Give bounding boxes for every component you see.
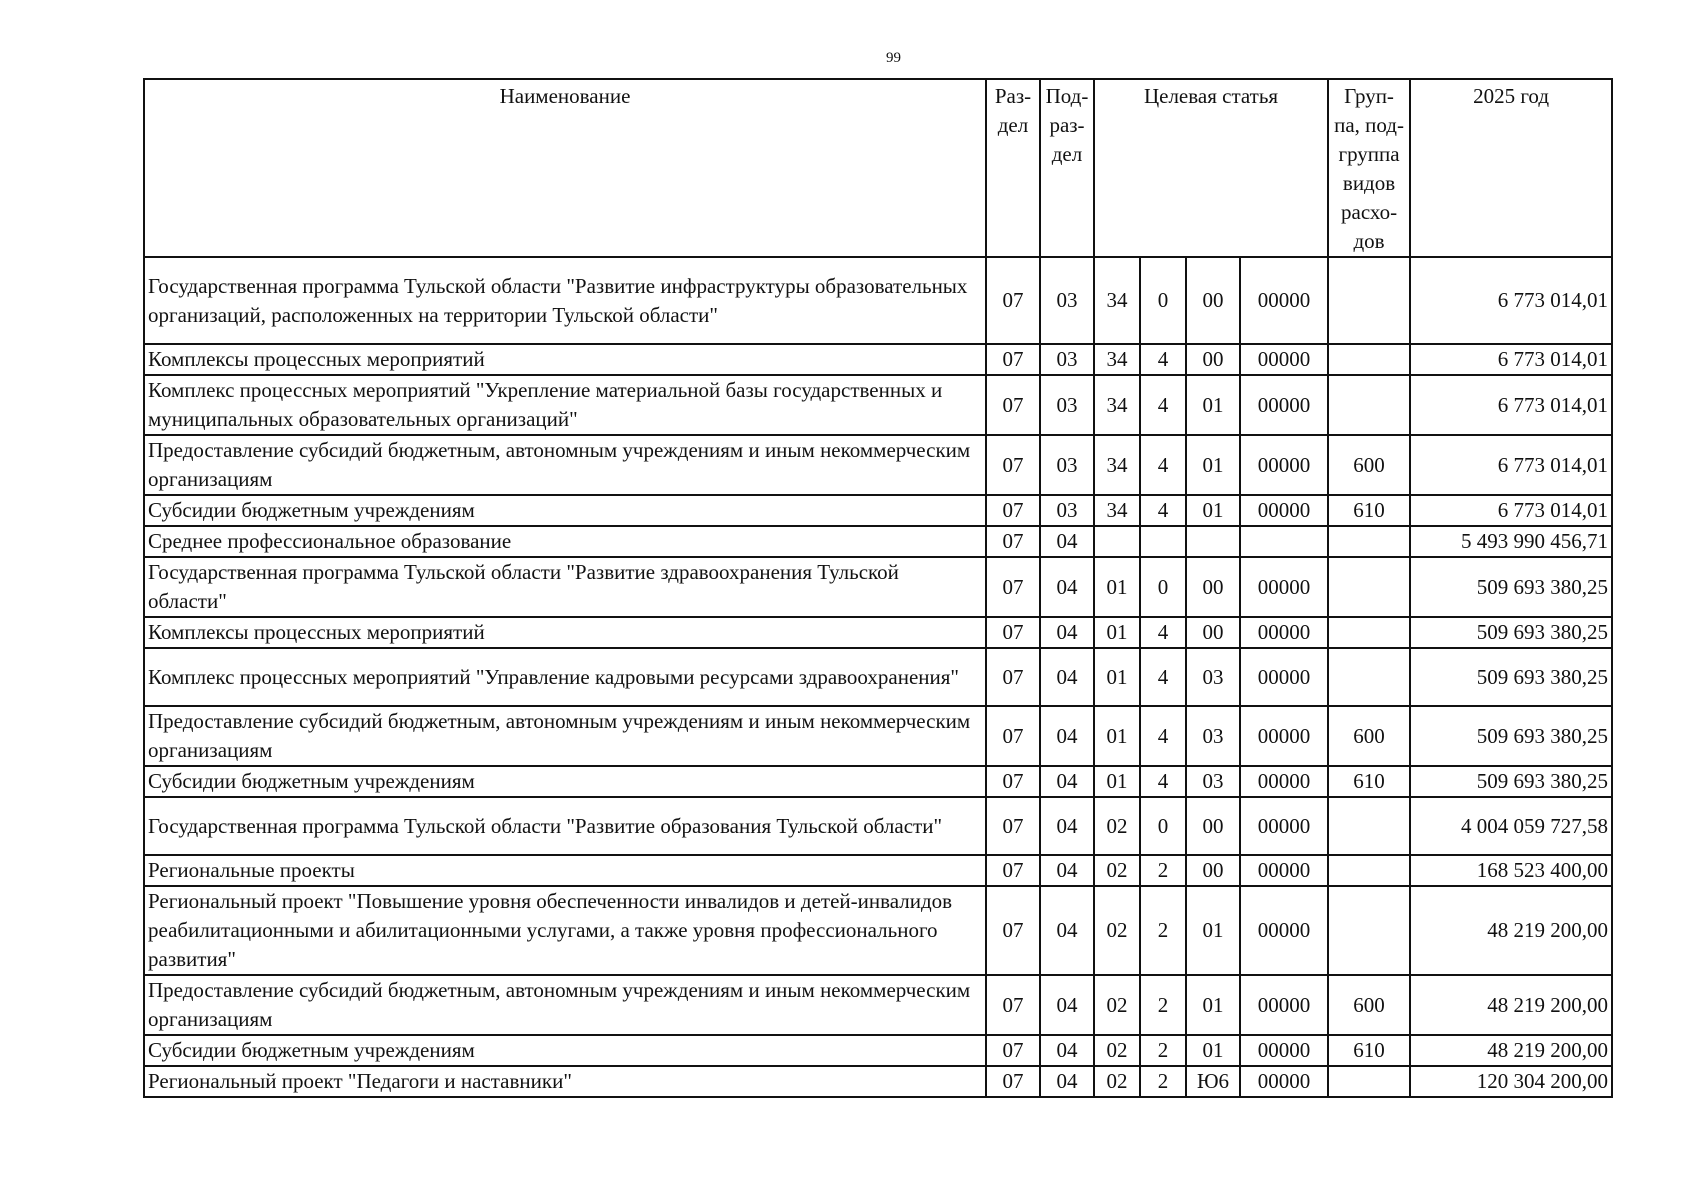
header-subsection: Под- раз- дел: [1040, 79, 1094, 257]
table-row: [144, 526, 1612, 557]
row-target-direction: 00000: [1240, 557, 1328, 617]
row-name: Субсидии бюджетным учреждениям: [144, 766, 986, 797]
row-name: Региональный проект "Повышение уровня обеспеченности инвалидов и детей-инвалидов реабилитационными и абилитационными услугами, а также уровня профессионального развития": [144, 886, 986, 975]
row-target-direction: 00000: [1240, 975, 1328, 1035]
row-name: Государственная программа Тульской области "Развитие здравоохранения Тульской области": [144, 557, 986, 617]
table-row: [144, 797, 1612, 855]
row-target-program: 34: [1094, 435, 1140, 495]
row-target-program: 02: [1094, 1035, 1140, 1066]
row-subsection: 03: [1040, 435, 1094, 495]
row-expense-group: [1328, 557, 1410, 617]
row-amount: 6 773 014,01: [1410, 257, 1612, 344]
row-name: Предоставление субсидий бюджетным, автономным учреждениям и иным некоммерческим организациям: [144, 706, 986, 766]
row-subsection: 04: [1040, 706, 1094, 766]
row-section: 07: [986, 435, 1040, 495]
row-amount: 6 773 014,01: [1410, 495, 1612, 526]
row-target-program: 02: [1094, 1066, 1140, 1097]
row-target-subprogram: 03: [1186, 706, 1240, 766]
row-target-subprogram: 00: [1186, 344, 1240, 375]
row-expense-group: [1328, 375, 1410, 435]
row-target-type: 2: [1140, 1035, 1186, 1066]
table-row: [144, 855, 1612, 886]
row-amount: 509 693 380,25: [1410, 617, 1612, 648]
row-expense-group: [1328, 257, 1410, 344]
row-section: 07: [986, 344, 1040, 375]
row-subsection: 03: [1040, 257, 1094, 344]
row-name: Региональный проект "Педагоги и наставники": [144, 1066, 986, 1097]
row-subsection: 04: [1040, 975, 1094, 1035]
header-name: Наименование: [144, 79, 986, 257]
row-expense-group: 600: [1328, 975, 1410, 1035]
row-section: 07: [986, 886, 1040, 975]
row-name: Предоставление субсидий бюджетным, автономным учреждениям и иным некоммерческим организациям: [144, 975, 986, 1035]
row-target-type: 0: [1140, 797, 1186, 855]
table-row: [144, 435, 1612, 495]
row-expense-group: [1328, 886, 1410, 975]
row-target-type: 4: [1140, 344, 1186, 375]
row-target-direction: 00000: [1240, 648, 1328, 706]
row-target-subprogram: 00: [1186, 797, 1240, 855]
row-amount: 509 693 380,25: [1410, 766, 1612, 797]
page-number: 99: [886, 50, 901, 66]
row-target-program: 02: [1094, 855, 1140, 886]
row-subsection: 04: [1040, 855, 1094, 886]
row-target-type: 4: [1140, 706, 1186, 766]
row-section: 07: [986, 1066, 1040, 1097]
table-row: [144, 375, 1612, 435]
header-section: Раз- дел: [986, 79, 1040, 257]
header-year: 2025 год: [1410, 79, 1612, 257]
row-section: 07: [986, 495, 1040, 526]
row-target-type: 2: [1140, 855, 1186, 886]
row-target-type: 2: [1140, 1066, 1186, 1097]
row-target-subprogram: 00: [1186, 617, 1240, 648]
row-target-subprogram: 01: [1186, 975, 1240, 1035]
row-target-direction: 00000: [1240, 706, 1328, 766]
row-section: 07: [986, 855, 1040, 886]
table-row: [144, 495, 1612, 526]
row-target-direction: 00000: [1240, 344, 1328, 375]
row-subsection: 04: [1040, 797, 1094, 855]
row-name: Государственная программа Тульской области "Развитие инфраструктуры образовательных организаций, расположенных на территории Тульской области": [144, 257, 986, 344]
row-subsection: 04: [1040, 886, 1094, 975]
row-target-type: 4: [1140, 375, 1186, 435]
header-expense-group: Груп- па, под- группа видов расхо- дов: [1328, 79, 1410, 257]
row-section: 07: [986, 766, 1040, 797]
table-row: [144, 886, 1612, 975]
row-target-program: 02: [1094, 797, 1140, 855]
row-amount: 48 219 200,00: [1410, 886, 1612, 975]
row-target-direction: 00000: [1240, 435, 1328, 495]
row-section: 07: [986, 557, 1040, 617]
row-target-program: 01: [1094, 617, 1140, 648]
row-section: 07: [986, 706, 1040, 766]
row-amount: 168 523 400,00: [1410, 855, 1612, 886]
row-section: 07: [986, 257, 1040, 344]
row-target-program: 02: [1094, 886, 1140, 975]
row-target-direction: 00000: [1240, 617, 1328, 648]
row-subsection: 04: [1040, 648, 1094, 706]
row-target-direction: 00000: [1240, 766, 1328, 797]
row-expense-group: 610: [1328, 766, 1410, 797]
table-row: [144, 975, 1612, 1035]
row-name: Субсидии бюджетным учреждениям: [144, 1035, 986, 1066]
row-target-subprogram: 01: [1186, 1035, 1240, 1066]
row-section: 07: [986, 797, 1040, 855]
row-subsection: 04: [1040, 526, 1094, 557]
row-name: Среднее профессиональное образование: [144, 526, 986, 557]
row-name: Комплекс процессных мероприятий "Управление кадровыми ресурсами здравоохранения": [144, 648, 986, 706]
row-target-direction: [1240, 526, 1328, 557]
row-target-program: 34: [1094, 495, 1140, 526]
row-name: Субсидии бюджетным учреждениям: [144, 495, 986, 526]
row-target-program: 02: [1094, 975, 1140, 1035]
row-subsection: 04: [1040, 557, 1094, 617]
row-section: 07: [986, 1035, 1040, 1066]
row-amount: 5 493 990 456,71: [1410, 526, 1612, 557]
table-row: [144, 766, 1612, 797]
row-expense-group: [1328, 1066, 1410, 1097]
row-subsection: 04: [1040, 617, 1094, 648]
row-name: Предоставление субсидий бюджетным, автономным учреждениям и иным некоммерческим организациям: [144, 435, 986, 495]
row-name: Комплекс процессных мероприятий "Укрепление материальной базы государственных и муниципальных образовательных организаций": [144, 375, 986, 435]
row-section: 07: [986, 617, 1040, 648]
table-row: [144, 557, 1612, 617]
row-target-type: 4: [1140, 435, 1186, 495]
row-section: 07: [986, 375, 1040, 435]
row-target-subprogram: 01: [1186, 886, 1240, 975]
row-expense-group: 610: [1328, 495, 1410, 526]
row-target-type: 4: [1140, 617, 1186, 648]
row-expense-group: 600: [1328, 706, 1410, 766]
row-subsection: 03: [1040, 375, 1094, 435]
row-expense-group: [1328, 797, 1410, 855]
row-expense-group: 610: [1328, 1035, 1410, 1066]
table-row: [144, 648, 1612, 706]
row-section: 07: [986, 648, 1040, 706]
row-amount: 48 219 200,00: [1410, 1035, 1612, 1066]
row-target-direction: 00000: [1240, 886, 1328, 975]
row-target-type: 0: [1140, 257, 1186, 344]
row-section: 07: [986, 975, 1040, 1035]
row-section: 07: [986, 526, 1040, 557]
row-target-type: 4: [1140, 648, 1186, 706]
row-target-type: 4: [1140, 766, 1186, 797]
row-name: Региональные проекты: [144, 855, 986, 886]
table-row: [144, 344, 1612, 375]
row-target-type: 2: [1140, 886, 1186, 975]
row-target-subprogram: 01: [1186, 435, 1240, 495]
row-target-direction: 00000: [1240, 1035, 1328, 1066]
row-expense-group: 600: [1328, 435, 1410, 495]
row-target-subprogram: 01: [1186, 495, 1240, 526]
row-target-program: 34: [1094, 344, 1140, 375]
row-expense-group: [1328, 344, 1410, 375]
row-amount: 6 773 014,01: [1410, 344, 1612, 375]
row-amount: 4 004 059 727,58: [1410, 797, 1612, 855]
row-amount: 509 693 380,25: [1410, 706, 1612, 766]
row-target-direction: 00000: [1240, 797, 1328, 855]
row-amount: 509 693 380,25: [1410, 557, 1612, 617]
row-expense-group: [1328, 526, 1410, 557]
row-target-subprogram: 00: [1186, 855, 1240, 886]
row-expense-group: [1328, 617, 1410, 648]
row-amount: 6 773 014,01: [1410, 435, 1612, 495]
row-target-subprogram: [1186, 526, 1240, 557]
row-target-subprogram: 03: [1186, 766, 1240, 797]
row-subsection: 03: [1040, 344, 1094, 375]
header-target-item: Целевая статья: [1094, 79, 1328, 257]
row-expense-group: [1328, 855, 1410, 886]
row-expense-group: [1328, 648, 1410, 706]
row-target-type: 0: [1140, 557, 1186, 617]
row-name: Государственная программа Тульской области "Развитие образования Тульской области": [144, 797, 986, 855]
table-row: [144, 1066, 1612, 1097]
row-amount: 6 773 014,01: [1410, 375, 1612, 435]
row-target-program: 01: [1094, 557, 1140, 617]
table-row: [144, 1035, 1612, 1066]
table-row: [144, 706, 1612, 766]
row-target-direction: 00000: [1240, 495, 1328, 526]
row-target-program: [1094, 526, 1140, 557]
row-target-program: 34: [1094, 375, 1140, 435]
row-target-program: 01: [1094, 766, 1140, 797]
row-amount: 120 304 200,00: [1410, 1066, 1612, 1097]
row-name: Комплексы процессных мероприятий: [144, 344, 986, 375]
table-header-row: [144, 79, 1612, 257]
row-target-subprogram: 01: [1186, 375, 1240, 435]
row-target-direction: 00000: [1240, 257, 1328, 344]
row-target-subprogram: 00: [1186, 257, 1240, 344]
row-subsection: 04: [1040, 1035, 1094, 1066]
row-target-program: 01: [1094, 706, 1140, 766]
row-subsection: 03: [1040, 495, 1094, 526]
row-name: Комплексы процессных мероприятий: [144, 617, 986, 648]
row-target-subprogram: 03: [1186, 648, 1240, 706]
row-target-program: 34: [1094, 257, 1140, 344]
row-target-program: 01: [1094, 648, 1140, 706]
row-subsection: 04: [1040, 766, 1094, 797]
table-row: [144, 257, 1612, 344]
row-target-subprogram: Ю6: [1186, 1066, 1240, 1097]
row-target-subprogram: 00: [1186, 557, 1240, 617]
budget-table: [143, 78, 1613, 1098]
row-target-type: 2: [1140, 975, 1186, 1035]
table-row: [144, 617, 1612, 648]
row-target-type: [1140, 526, 1186, 557]
table-body: [144, 257, 1612, 1097]
row-target-direction: 00000: [1240, 375, 1328, 435]
row-target-type: 4: [1140, 495, 1186, 526]
row-subsection: 04: [1040, 1066, 1094, 1097]
row-target-direction: 00000: [1240, 855, 1328, 886]
row-amount: 48 219 200,00: [1410, 975, 1612, 1035]
row-amount: 509 693 380,25: [1410, 648, 1612, 706]
row-target-direction: 00000: [1240, 1066, 1328, 1097]
